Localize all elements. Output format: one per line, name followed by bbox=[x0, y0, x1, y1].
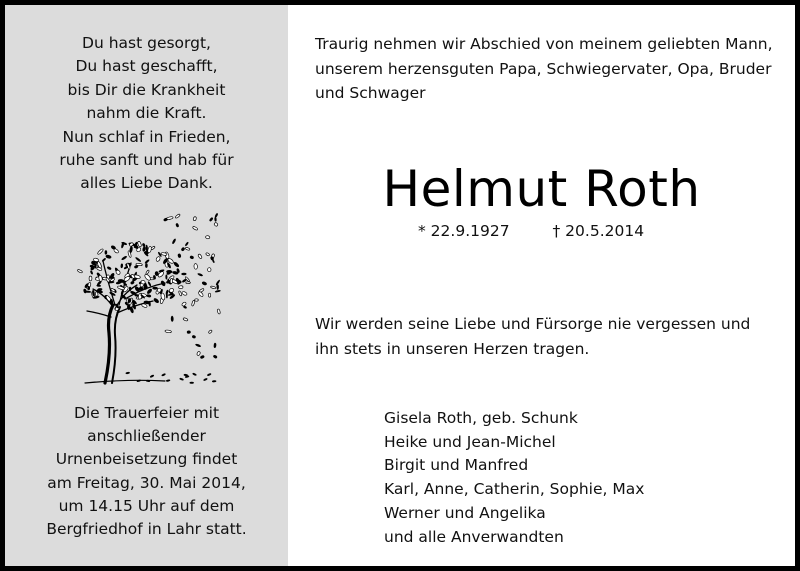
mourner-line: Karl, Anne, Catherin, Sophie, Max bbox=[384, 480, 645, 499]
ceremony-info bbox=[5, 402, 288, 541]
intro-text bbox=[315, 32, 785, 106]
poem bbox=[5, 32, 288, 196]
mourner-line: Heike und Jean-Michel bbox=[384, 432, 556, 451]
mourner-line: Birgit und Manfred bbox=[384, 456, 529, 475]
poem-line: Du hast gesorgt, bbox=[82, 34, 211, 52]
left-panel bbox=[5, 5, 288, 566]
right-panel bbox=[288, 5, 795, 566]
closing-text bbox=[315, 312, 785, 362]
mourners-list bbox=[384, 407, 644, 549]
ceremony-line: anschließender bbox=[87, 427, 206, 446]
mourner-line: Gisela Roth, geb. Schunk bbox=[384, 409, 578, 427]
poem-line: bis Dir die Krankheit bbox=[67, 80, 226, 99]
closing-line: Wir werden seine Liebe und Fürsorge nie vergessen und bbox=[315, 315, 751, 333]
ceremony-line: am Freitag, 30. Mai 2014, bbox=[47, 473, 246, 492]
mourner-line: Werner und Angelika bbox=[384, 503, 546, 522]
poem-line: alles Liebe Dank. bbox=[80, 174, 213, 193]
closing-line: ihn stets in unseren Herzen tragen. bbox=[315, 340, 590, 358]
poem-line: nahm die Kraft. bbox=[86, 104, 207, 123]
birth-date: * 22.9.1927 bbox=[418, 222, 510, 240]
life-dates bbox=[418, 220, 644, 242]
intro-line: Traurig nehmen wir Abschied von meinem geliebten Mann, bbox=[315, 35, 773, 53]
intro-line: und Schwager bbox=[315, 84, 426, 102]
deceased-name: Helmut Roth bbox=[382, 160, 701, 218]
ceremony-line: Bergfriedhof in Lahr statt. bbox=[46, 520, 247, 539]
ceremony-line: Die Trauerfeier mit bbox=[73, 404, 220, 422]
windblown-tree-icon bbox=[65, 205, 225, 395]
death-date: † 20.5.2014 bbox=[552, 222, 645, 240]
mourner-line: und alle Anverwandten bbox=[384, 527, 564, 546]
poem-line: Nun schlaf in Frieden, bbox=[62, 127, 231, 146]
poem-line: ruhe sanft und hab für bbox=[59, 151, 234, 170]
intro-line: unserem herzensguten Papa, Schwiegervater, Opa, Bruder bbox=[315, 59, 772, 78]
poem-line: Du hast geschafft, bbox=[75, 57, 218, 76]
ceremony-line: um 14.15 Uhr auf dem bbox=[58, 496, 235, 515]
ceremony-line: Urnenbeisetzung findet bbox=[55, 450, 238, 469]
